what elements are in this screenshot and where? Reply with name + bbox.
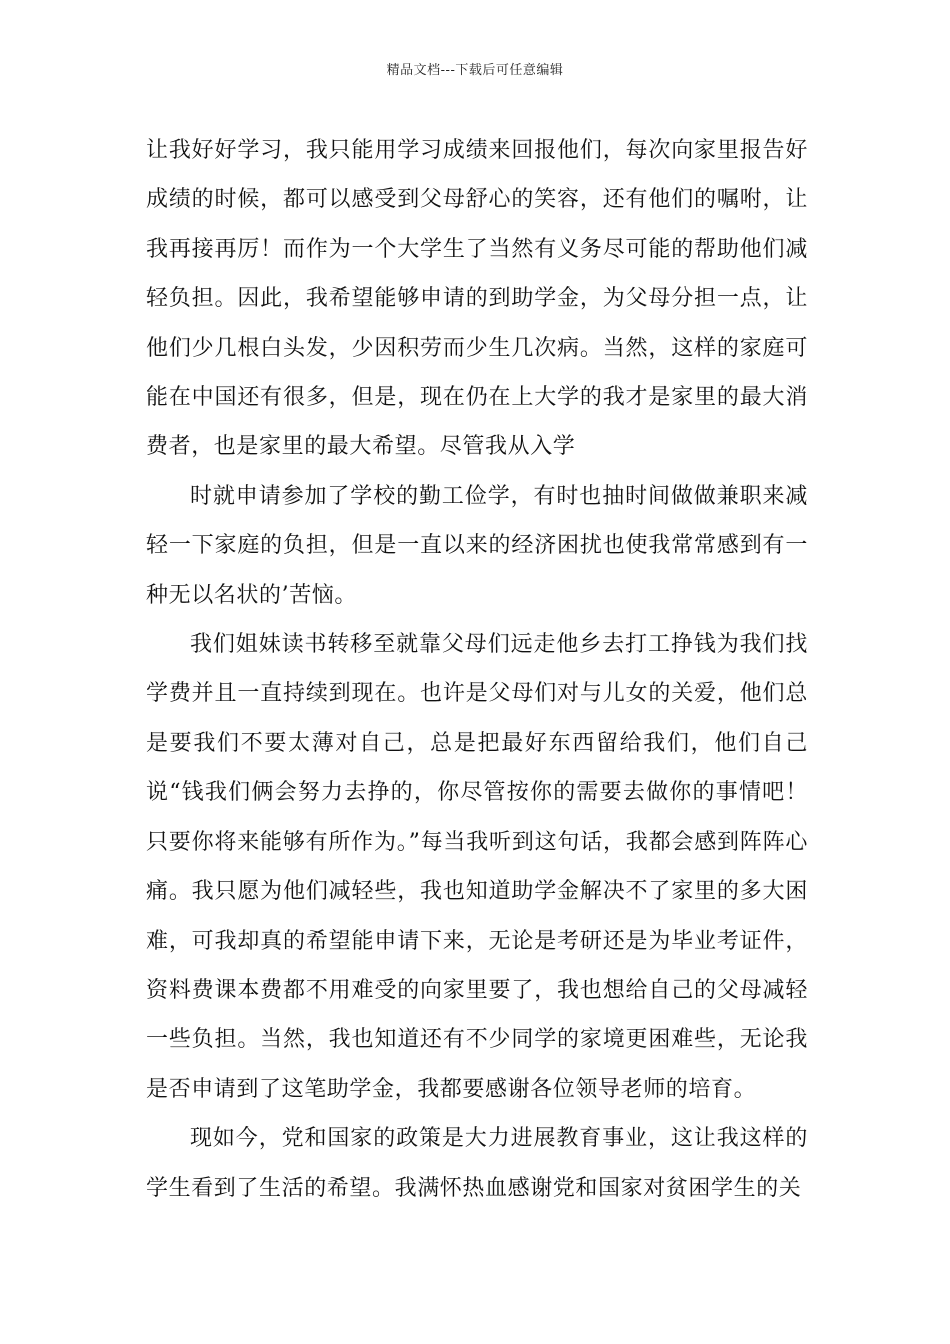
page-header: 精品文档---下载后可任意编辑 <box>386 63 564 78</box>
paragraph-2: 时就申请参加了学校的勤工俭学，有时也抽时间做做兼职来减轻一下家庭的负担，但是一直以来的经济困扰也使我常常感到有一种无以名状的’苦恼。 <box>146 483 808 608</box>
paragraph-3: 我们姐妹读书转移至就靠父母们远走他乡去打工挣钱为我们找学费并且一直持续到现在。也许是父母们对与儿女的关爱，他们总是要我们不要太薄对自己，总是把最好东西留给我们，他们自己说“钱我们俩会努力去挣的，你尽管按你的需要去做你的事情吧！只要你将来能够有所作为。”每当我听到这句话，我都会感到阵阵心痛。我只愿为他们减轻些，我也知道助学金解决不了家里的多大困难，可我却真的希望能申请下来，无论是考研还是为毕业考证件，资料费课本费都不用难受的向家里要了，我也想给自己的父母减轻一些负担。当然，我也知道还有不少同学的家境更困难些，无论我是否申请到了这笔助学金，我都要感谢各位领导老师的培育。 <box>146 632 808 1102</box>
paragraph-4: 现如今，党和国家的政策是大力进展教育事业，这让我这样的学生看到了生活的希望。我满怀热血感谢党和国家对贫困学生的关 <box>146 1126 808 1201</box>
paragraph-1: 让我好好学习，我只能用学习成绩来回报他们，每次向家里报告好成绩的时候，都可以感受到父母舒心的笑容，还有他们的嘱咐，让我再接再厉！而作为一个大学生了当然有义务尽可能的帮助他们减轻负担。因此，我希望能够申请的到助学金，为父母分担一点，让他们少几根白头发，少因积劳而少生几次病。当然，这样的家庭可能在中国还有很多，但是，现在仍在上大学的我才是家里的最大消费者，也是家里的最大希望。尽管我从入学 <box>146 138 808 460</box>
document-body <box>146 126 808 1213</box>
